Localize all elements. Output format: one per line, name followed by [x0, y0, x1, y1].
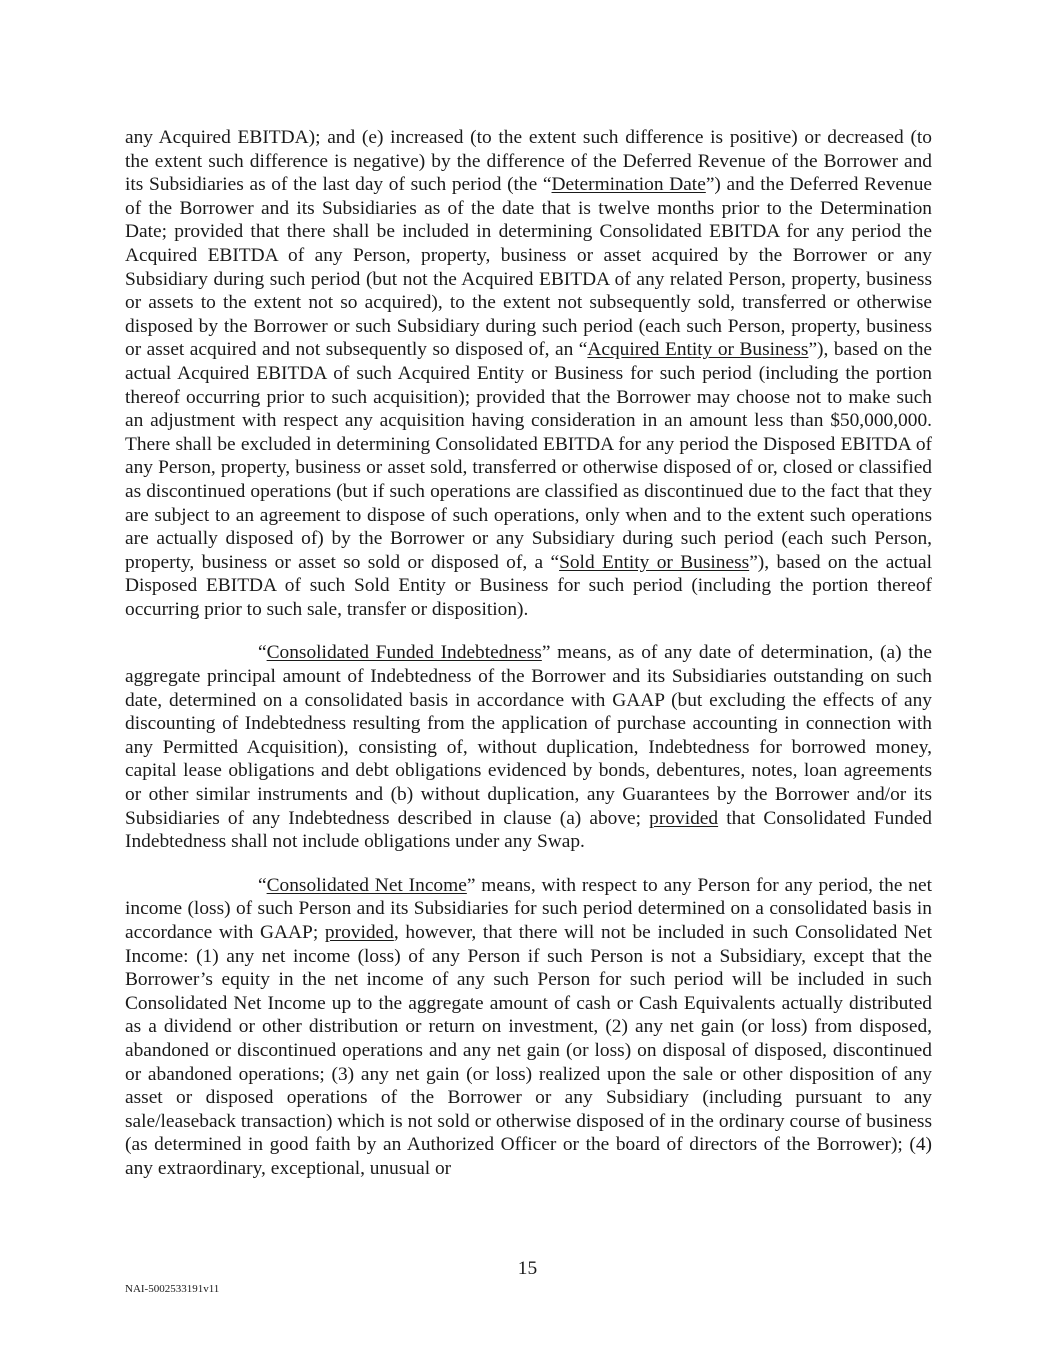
text-segment: , however, that there will not be included in such Consolidated Net Income: (1) any net income (loss) of any Person if such Person is not a Subsidiary, except that the Borrower’s equity in the net income of any such Person for such period will be included in such Consolidated Net Income up to the aggregate amount of cash or Cash Equivalents actually distributed as a dividend or other distribution or return on investment, (2) any net gain (or loss) from disposed, abandoned or discontinued operations and any net gain (or loss) on disposal of disposed, discontinued or abandoned operations; (3) any net gain (or loss) realized upon the sale or other disposition of any asset or disposed operations of the Borrower or any Subsidiary (including pursuant to any sale/leaseback transaction) which is not sold or otherwise disposed of in the ordinary course of business (as determined in good faith by an Authorized Officer or the board of directors of the Borrower); (4) any extraordinary, exceptional, unusual or: [125, 922, 932, 1179]
defined-term: provided: [324, 922, 394, 943]
defined-term: Acquired Entity or Business: [587, 339, 809, 361]
defined-term: Consolidated Net Income: [266, 874, 467, 896]
defined-term: provided: [649, 807, 719, 829]
defined-term: Consolidated Funded Indebtedness: [266, 642, 542, 664]
page-number: 15: [517, 1258, 538, 1279]
text-segment: that Consolidated Funded Indebtedness shall not include obligations under any Swap.: [125, 807, 933, 853]
text-segment: ”) and the Deferred Revenue of the Borrower and its Subsidiaries as of the date that is twelve months prior to the Determination Date; provided that there shall be included in determining Consolidated EBITDA for any period the Acquired EBITDA of any Person, property, business or asset acquired by the Borrower or any Subsidiary during such period (but not the Acquired EBITDA of any related Person, property, business or assets to the extent not so acquired), to the extent not subsequently sold, transferred or otherwise disposed by the Borrower or such Subsidiary during such period (each such Person, property, business or asset acquired and not subsequently so disposed of, an “: [125, 174, 933, 361]
text-segment: ”), based on the actual Acquired EBITDA of such Acquired Entity or Business for such period (including the portion thereof occurring prior to such acquisition); provided that the Borrower may choose not to make such an adjustment with respect any acquisition having consideration in an amount less than $50,000,000. There shall be excluded in determining Consolidated EBITDA for any period the Disposed EBITDA of any Person, property, business or asset sold, transferred or otherwise disposed of or, closed or classified as discontinued operations (but if such operations are classified as discontinued due to the fact that they are subject to an agreement to dispose of such operations, only when and to the extent such operations are actually disposed of) by the Borrower or any Subsidiary during such period (each such Person, property, business or asset so sold or disposed of, a “: [125, 339, 932, 573]
paragraph-consolidated-funded-indebtedness: [125, 641, 932, 853]
text-segment: “: [258, 874, 267, 896]
text-segment: “: [258, 642, 267, 664]
document-body: [125, 126, 932, 1201]
defined-term: Sold Entity or Business: [559, 551, 750, 573]
text-segment: ” means, with respect to any Person for any period, the net income (loss) of such Person and its Subsidiaries for such period determined on a consolidated basis in accordance with GAAP;: [125, 874, 932, 943]
paragraph-ebitda-continuation: [125, 126, 932, 621]
text-segment: ”), based on the actual Disposed EBITDA of such Sold Entity or Business for such period (including the portion thereof occurring prior to such sale, transfer or disposition).: [125, 551, 932, 620]
text-segment: ” means, as of any date of determination, (a) the aggregate principal amount of Indebtedness of the Borrower and its Subsidiaries outstanding on such date, determined on a consolidated basis in accordance with GAAP (but excluding the effects of any discounting of Indebtedness resulting from the application of purchase accounting in connection with any Permitted Acquisition), consisting of, without duplication, Indebtedness for borrowed money, capital lease obligations and debt obligations evidenced by bonds, debentures, notes, loan agreements or other similar instruments and (b) without duplication, any Guarantees by the Borrower and/or its Subsidiaries of any Indebtedness described in clause (a) above;: [125, 642, 932, 829]
defined-term: Determination Date: [551, 174, 706, 196]
paragraph-consolidated-net-income: [125, 874, 932, 1181]
document-id: NAI-5002533191v11: [125, 1283, 220, 1295]
text-segment: any Acquired EBITDA); and (e) increased (to the extent such difference is positive) or decreased (to the extent such difference is negative) by the difference of the Deferred Revenue of the Borrower and its Subsidiaries as of the last day of such period (the “: [125, 127, 932, 196]
